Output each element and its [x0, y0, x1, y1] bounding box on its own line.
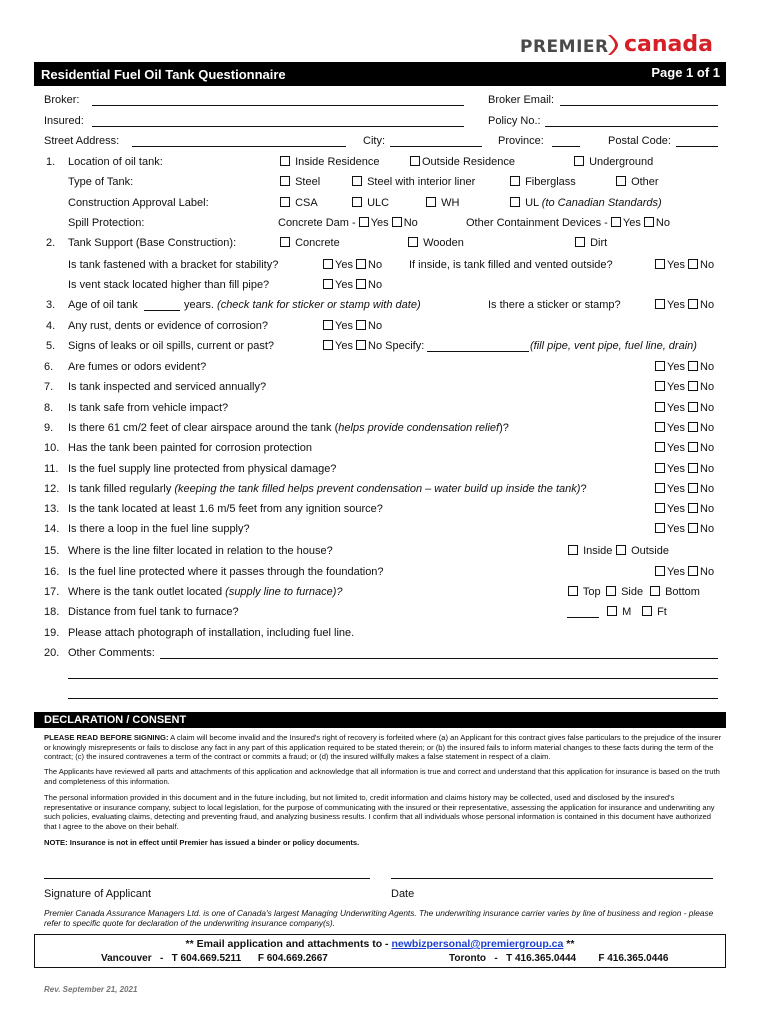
checkbox-icon[interactable] — [352, 197, 362, 207]
vancouver-contact: Vancouver - T 604.669.5211 F 604.669.2667 — [101, 953, 328, 964]
checkbox-icon[interactable] — [688, 503, 698, 513]
checkbox-icon[interactable] — [688, 259, 698, 269]
bracket-yes-no: Yes No — [323, 259, 382, 271]
checkbox-icon[interactable] — [392, 217, 402, 227]
question-number: 9. — [44, 422, 54, 434]
checkbox-icon[interactable] — [606, 586, 616, 596]
page-number: Page 1 of 1 — [651, 65, 720, 80]
signature-line[interactable] — [44, 878, 370, 879]
wooden-option[interactable]: Wooden — [408, 237, 464, 249]
checkbox-icon[interactable] — [655, 402, 665, 412]
sticker-yes-no: Yes No — [655, 299, 714, 311]
q1-label: Location of oil tank: — [68, 156, 163, 168]
q5-label: Signs of leaks or oil spills, current or past? — [68, 340, 275, 352]
question-yes-no: Yes No — [655, 422, 714, 434]
checkbox-icon[interactable] — [655, 503, 665, 513]
q4-label: Any rust, dents or evidence of corrosion? — [68, 320, 268, 332]
q2-number: 2. — [46, 237, 56, 249]
leaks-yes-no: Yes No Specify: — [323, 340, 424, 352]
q19-number: 19. — [44, 627, 60, 639]
checkbox-icon[interactable] — [356, 279, 366, 289]
outlet-bottom-option[interactable]: Bottom — [650, 586, 700, 598]
checkbox-icon[interactable] — [688, 402, 698, 412]
q19-text: Please attach photograph of installation, including fuel line. — [68, 627, 355, 639]
comments-line-2[interactable] — [68, 678, 718, 679]
vented-question: If inside, is tank filled and vented outside? — [409, 259, 613, 271]
question-yes-no: Yes No — [655, 463, 714, 475]
corrosion-yes-no: Yes No — [323, 320, 382, 332]
q5-number: 5. — [46, 340, 56, 352]
insured-field[interactable] — [92, 126, 464, 127]
checkbox-icon[interactable] — [688, 463, 698, 473]
unit-ft-option[interactable]: Ft — [642, 606, 667, 618]
question-number: 10. — [44, 442, 60, 454]
checkbox-icon[interactable] — [323, 279, 333, 289]
checkbox-icon[interactable] — [616, 545, 626, 555]
city-field[interactable] — [390, 146, 482, 147]
q16-text: Is the fuel line protected where it passes through the foundation? — [68, 566, 384, 578]
logo-mark-icon — [606, 34, 618, 56]
q15-number: 15. — [44, 545, 60, 557]
type-of-tank-label: Type of Tank: — [68, 176, 134, 188]
checkbox-icon[interactable] — [607, 606, 617, 616]
question-text: Is tank safe from vehicle impact? — [68, 402, 229, 414]
checkbox-icon[interactable] — [611, 217, 621, 227]
checkbox-icon[interactable] — [688, 566, 698, 576]
checkbox-icon[interactable] — [688, 381, 698, 391]
q1-underground-option[interactable]: Underground — [574, 156, 653, 168]
q20-number: 20. — [44, 647, 60, 659]
fiberglass-option[interactable]: Fiberglass — [510, 176, 576, 188]
checkbox-icon[interactable] — [408, 237, 418, 247]
company-about: Premier Canada Assurance Managers Ltd. is one of Canada's largest Managing Underwriting Agents. The underwriting insurance carrier varies by line of business and region - please refer to specific quote for declaration of the underwriting insurance company(s). — [44, 908, 714, 929]
email-link[interactable]: newbizpersonal@premiergroup.ca — [391, 938, 564, 950]
question-text: Is there 61 cm/2 feet of clear airspace around the tank (helps provide condensation relief)? — [68, 422, 509, 434]
form-title-bar — [34, 62, 726, 86]
question-yes-no: Yes No — [655, 442, 714, 454]
q3-years: years. (check tank for sticker or stamp with date) — [184, 299, 421, 311]
q18-text: Distance from fuel tank to furnace? — [68, 606, 239, 618]
dirt-option[interactable]: Dirt — [575, 237, 607, 249]
ulc-option[interactable]: ULC — [352, 197, 389, 209]
q16-number: 16. — [44, 566, 60, 578]
policy-no-label: Policy No.: — [488, 115, 541, 127]
bracket-question: Is tank fastened with a bracket for stability? — [68, 259, 279, 271]
question-number: 12. — [44, 483, 60, 495]
checkbox-icon[interactable] — [280, 197, 290, 207]
question-number: 13. — [44, 503, 60, 515]
checkbox-icon[interactable] — [655, 463, 665, 473]
checkbox-icon[interactable] — [575, 237, 585, 247]
province-label: Province: — [498, 135, 544, 147]
csa-option[interactable]: CSA — [280, 197, 318, 209]
checkbox-icon[interactable] — [644, 217, 654, 227]
form-title: Residential Fuel Oil Tank Questionnaire — [41, 67, 286, 82]
checkbox-icon[interactable] — [655, 381, 665, 391]
comments-line-1[interactable] — [160, 658, 718, 659]
furnace-distance-field[interactable] — [567, 617, 599, 618]
q16-yes-no: Yes No — [655, 566, 714, 578]
postal-code-label: Postal Code: — [608, 135, 671, 147]
checkbox-icon[interactable] — [655, 442, 665, 452]
declaration-paragraph-1: PLEASE READ BEFORE SIGNING: A claim will become invalid and the Insured's right of recovery is forfeited where (a) an Applicant for this contract gives false particulars to the prejudice of the insurer or knowingly misrepresents or fails to disclose any fact in any part of this application required to be stated therein; or (b) the insured fails to inform material changes to these facts during the term of the contract; (c) the insured contravenes a term of the contract or commits a fraud; or (d) the insured willfully makes a false statement in respect of a claim. — [44, 733, 722, 762]
checkbox-icon[interactable] — [280, 237, 290, 247]
date-line[interactable] — [391, 878, 713, 879]
filter-outside-option[interactable]: Outside — [616, 545, 669, 557]
revision-date: Rev. September 21, 2021 — [44, 985, 138, 994]
checkbox-icon[interactable] — [510, 197, 520, 207]
checkbox-icon[interactable] — [323, 340, 333, 350]
q5-note: (fill pipe, vent pipe, fuel line, drain) — [530, 340, 697, 352]
outlet-side-option[interactable]: Side — [606, 586, 643, 598]
street-address-field[interactable] — [132, 146, 346, 147]
q20-text: Other Comments: — [68, 647, 155, 659]
declaration-bar — [34, 712, 726, 728]
checkbox-icon[interactable] — [356, 320, 366, 330]
leaks-specify-field[interactable] — [427, 351, 529, 352]
checkbox-icon[interactable] — [323, 320, 333, 330]
vented-yes-no: Yes No — [655, 259, 714, 271]
question-yes-no: Yes No — [655, 503, 714, 515]
checkbox-icon[interactable] — [568, 586, 578, 596]
q4-number: 4. — [46, 320, 56, 332]
checkbox-icon[interactable] — [616, 176, 626, 186]
checkbox-icon[interactable] — [655, 361, 665, 371]
province-field[interactable] — [552, 146, 580, 147]
checkbox-icon[interactable] — [359, 217, 369, 227]
question-number: 7. — [44, 381, 54, 393]
declaration-title: DECLARATION / CONSENT — [44, 714, 187, 726]
question-number: 14. — [44, 523, 60, 535]
checkbox-icon[interactable] — [356, 259, 366, 269]
broker-email-field[interactable] — [560, 105, 718, 106]
logo-premier-text: PREMIER — [520, 37, 609, 57]
checkbox-icon[interactable] — [655, 259, 665, 269]
declaration-note: NOTE: Insurance is not in effect until Premier has issued a binder or policy documents. — [44, 838, 360, 847]
vent-stack-yes-no: Yes No — [323, 279, 382, 291]
street-address-label: Street Address: — [44, 135, 120, 147]
date-label: Date — [391, 888, 415, 900]
checkbox-icon[interactable] — [688, 442, 698, 452]
sticker-question: Is there a sticker or stamp? — [488, 299, 621, 311]
broker-label: Broker: — [44, 94, 80, 106]
tank-age-field[interactable] — [144, 310, 180, 311]
question-yes-no: Yes No — [655, 523, 714, 535]
checkbox-icon[interactable] — [655, 299, 665, 309]
filter-inside-option[interactable]: Inside — [568, 545, 612, 557]
toronto-contact: Toronto - T 416.365.0444 F 416.365.0446 — [449, 953, 669, 964]
checkbox-icon[interactable] — [688, 361, 698, 371]
question-text: Has the tank been painted for corrosion protection — [68, 442, 312, 454]
checkbox-icon[interactable] — [688, 422, 698, 432]
vent-stack-question: Is vent stack located higher than fill pipe? — [68, 279, 270, 291]
insured-label: Insured: — [44, 115, 84, 127]
checkbox-icon[interactable] — [655, 483, 665, 493]
checkbox-icon[interactable] — [568, 545, 578, 555]
q1-outside-option[interactable]: Outside Residence — [410, 156, 515, 168]
q17-number: 17. — [44, 586, 60, 598]
checkbox-icon[interactable] — [280, 156, 290, 166]
question-yes-no: Yes No — [655, 381, 714, 393]
unit-m-option[interactable]: M — [607, 606, 631, 618]
checkbox-icon[interactable] — [642, 606, 652, 616]
checkbox-icon[interactable] — [688, 523, 698, 533]
question-text: Is tank inspected and serviced annually? — [68, 381, 267, 393]
policy-no-field[interactable] — [545, 126, 718, 127]
question-number: 6. — [44, 361, 54, 373]
broker-email-label: Broker Email: — [488, 94, 555, 106]
q3-number: 3. — [46, 299, 56, 311]
email-instruction: ** Email application and attachments to - newbizpersonal@premiergroup.ca ** — [185, 938, 575, 950]
q1-inside-option[interactable]: Inside Residence — [280, 156, 379, 168]
checkbox-icon[interactable] — [655, 566, 665, 576]
contact-box — [34, 934, 726, 968]
steel-option[interactable]: Steel — [280, 176, 320, 188]
city-label: City: — [363, 135, 385, 147]
logo-canada-text: canada — [624, 32, 713, 57]
checkbox-icon[interactable] — [655, 422, 665, 432]
q2-label: Tank Support (Base Construction): — [68, 237, 237, 249]
q3-label: Age of oil tank — [68, 299, 138, 311]
q15-text: Where is the line filter located in relation to the house? — [68, 545, 333, 557]
q17-text: Where is the tank outlet located (supply line to furnace)? — [68, 586, 343, 598]
other-tank-option[interactable]: Other — [616, 176, 659, 188]
checkbox-icon[interactable] — [410, 156, 420, 166]
construction-approval-label: Construction Approval Label: — [68, 197, 209, 209]
checkbox-icon[interactable] — [323, 259, 333, 269]
comments-line-3[interactable] — [68, 698, 718, 699]
signature-label: Signature of Applicant — [44, 888, 152, 900]
question-text: Is tank filled regularly (keeping the tank filled helps prevent condensation – water build up inside the tank)? — [68, 483, 587, 495]
question-yes-no: Yes No — [655, 402, 714, 414]
postal-code-field[interactable] — [676, 146, 718, 147]
checkbox-icon[interactable] — [426, 197, 436, 207]
declaration-paragraph-3: The personal information provided in this document and in the future including, but not limited to, credit information and claims history may be collected, used and disclosed by the insured's representative or insurance company, subject to local legislation, for the purpose of communicating with the insured or their representative, assessing the application for insurance and underwriting any such policies, evaluating claims, detecting and preventing fraud, and analyzing business results. I confirm that all individuals whose personal information is contained in this document have authorized that I agree to the above on their behalf. — [44, 793, 715, 831]
other-containment-group: Other Containment Devices - Yes No — [466, 217, 670, 229]
q18-number: 18. — [44, 606, 60, 618]
concrete-dam-group: Concrete Dam - Yes No — [278, 217, 418, 229]
wh-option[interactable]: WH — [426, 197, 459, 209]
outlet-top-option[interactable]: Top — [568, 586, 601, 598]
question-text: Are fumes or odors evident? — [68, 361, 207, 373]
checkbox-icon[interactable] — [356, 340, 366, 350]
declaration-paragraph-2: The Applicants have reviewed all parts and attachments of this application and acknowledge that all information is true and correct and understand that this application for insurance is based on the truth and completeness of this information. — [44, 767, 720, 786]
question-text: Is the fuel supply line protected from physical damage? — [68, 463, 337, 475]
checkbox-icon[interactable] — [650, 586, 660, 596]
question-text: Is there a loop in the fuel line supply? — [68, 523, 250, 535]
steel-liner-option[interactable]: Steel with interior liner — [352, 176, 475, 188]
question-number: 8. — [44, 402, 54, 414]
checkbox-icon[interactable] — [655, 523, 665, 533]
checkbox-icon[interactable] — [352, 176, 362, 186]
concrete-option[interactable]: Concrete — [280, 237, 340, 249]
ul-option[interactable]: UL (to Canadian Standards) — [510, 197, 662, 209]
checkbox-icon[interactable] — [280, 176, 290, 186]
question-number: 11. — [44, 463, 59, 475]
spill-protection-label: Spill Protection: — [68, 217, 145, 229]
question-yes-no: Yes No — [655, 483, 714, 495]
broker-field[interactable] — [92, 105, 464, 106]
question-yes-no: Yes No — [655, 361, 714, 373]
checkbox-icon[interactable] — [510, 176, 520, 186]
checkbox-icon[interactable] — [574, 156, 584, 166]
question-text: Is the tank located at least 1.6 m/5 feet from any ignition source? — [68, 503, 383, 515]
q1-number: 1. — [46, 156, 56, 168]
checkbox-icon[interactable] — [688, 299, 698, 309]
checkbox-icon[interactable] — [688, 483, 698, 493]
